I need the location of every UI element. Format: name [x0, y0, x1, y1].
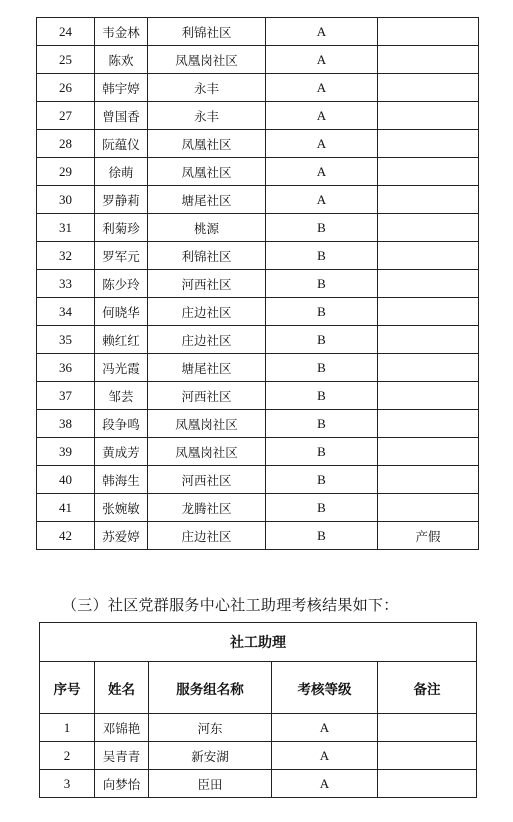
social-work-assistant-table — [39, 622, 477, 798]
table-row — [37, 214, 479, 242]
cell-name: 韦金林 — [95, 18, 148, 46]
cell-grade: B — [266, 382, 378, 410]
cell-no: 2 — [40, 742, 95, 770]
cell-grade: B — [266, 466, 378, 494]
cell-note — [378, 242, 479, 270]
cell-community: 龙腾社区 — [148, 494, 266, 522]
table-row — [37, 46, 479, 74]
cell-grade: A — [266, 102, 378, 130]
cell-community: 凤凰岗社区 — [148, 46, 266, 74]
cell-name: 韩宇婷 — [95, 74, 148, 102]
cell-note — [378, 130, 479, 158]
cell-name: 苏爱婷 — [95, 522, 148, 550]
cell-no: 3 — [40, 770, 95, 798]
cell-grade: B — [266, 494, 378, 522]
table-row — [37, 270, 479, 298]
cell-no: 38 — [37, 410, 95, 438]
cell-no: 32 — [37, 242, 95, 270]
table-row — [37, 74, 479, 102]
cell-name: 利菊珍 — [95, 214, 148, 242]
cell-community: 河西社区 — [148, 382, 266, 410]
cell-no: 36 — [37, 354, 95, 382]
cell-grade: A — [266, 158, 378, 186]
cell-grade: A — [266, 130, 378, 158]
cell-grade: A — [272, 714, 378, 742]
cell-community: 凤凰社区 — [148, 158, 266, 186]
cell-grade: B — [266, 214, 378, 242]
cell-name: 段争鸣 — [95, 410, 148, 438]
cell-grade: B — [266, 242, 378, 270]
cell-no: 37 — [37, 382, 95, 410]
cell-grade: B — [266, 410, 378, 438]
cell-no: 40 — [37, 466, 95, 494]
table-row — [37, 186, 479, 214]
cell-community: 庄边社区 — [148, 326, 266, 354]
table-row — [37, 326, 479, 354]
cell-name: 罗静莉 — [95, 186, 148, 214]
header-group: 服务组名称 — [149, 662, 272, 714]
cell-grade: A — [266, 74, 378, 102]
cell-note — [378, 438, 479, 466]
social-work-assistant-table-body — [40, 714, 477, 798]
cell-name: 赖红红 — [95, 326, 148, 354]
cell-note — [378, 326, 479, 354]
header-no: 序号 — [40, 662, 95, 714]
cell-community: 塘尾社区 — [148, 186, 266, 214]
assessment-table-part1 — [36, 17, 479, 550]
table-row — [37, 158, 479, 186]
cell-community: 凤凰岗社区 — [148, 438, 266, 466]
cell-name: 曾国香 — [95, 102, 148, 130]
cell-community: 庄边社区 — [148, 522, 266, 550]
cell-no: 33 — [37, 270, 95, 298]
table-row — [37, 494, 479, 522]
table-row — [37, 18, 479, 46]
cell-note — [378, 158, 479, 186]
cell-no: 42 — [37, 522, 95, 550]
cell-community: 利锦社区 — [148, 18, 266, 46]
cell-note — [378, 18, 479, 46]
section-title: （三）社区党群服务中心社工助理考核结果如下： — [62, 596, 399, 614]
cell-grade: B — [266, 298, 378, 326]
cell-note — [378, 382, 479, 410]
cell-grade: A — [266, 186, 378, 214]
table-row — [40, 714, 477, 742]
table-row — [37, 102, 479, 130]
cell-grade: B — [266, 326, 378, 354]
cell-no: 27 — [37, 102, 95, 130]
cell-no: 34 — [37, 298, 95, 326]
cell-community: 塘尾社区 — [148, 354, 266, 382]
cell-name: 向梦怡 — [95, 770, 149, 798]
cell-note — [378, 770, 477, 798]
table-row — [37, 522, 479, 550]
table-row — [37, 298, 479, 326]
cell-grade: B — [266, 522, 378, 550]
cell-name: 徐萌 — [95, 158, 148, 186]
cell-name: 阮蕴仪 — [95, 130, 148, 158]
cell-name: 黄成芳 — [95, 438, 148, 466]
table-title-row — [40, 623, 477, 662]
cell-grade: A — [266, 18, 378, 46]
cell-no: 35 — [37, 326, 95, 354]
table-row — [37, 410, 479, 438]
cell-no: 24 — [37, 18, 95, 46]
cell-note — [378, 742, 477, 770]
cell-name: 韩海生 — [95, 466, 148, 494]
cell-name: 邹芸 — [95, 382, 148, 410]
cell-no: 30 — [37, 186, 95, 214]
cell-note — [378, 74, 479, 102]
cell-community: 河西社区 — [148, 466, 266, 494]
cell-community: 永丰 — [148, 74, 266, 102]
cell-note — [378, 354, 479, 382]
cell-grade: B — [266, 354, 378, 382]
cell-note — [378, 46, 479, 74]
cell-community: 庄边社区 — [148, 298, 266, 326]
cell-grade: A — [272, 742, 378, 770]
cell-note — [378, 186, 479, 214]
cell-name: 陈少玲 — [95, 270, 148, 298]
table-row — [40, 742, 477, 770]
cell-no: 1 — [40, 714, 95, 742]
cell-no: 28 — [37, 130, 95, 158]
table-header-row — [40, 662, 477, 714]
cell-community: 利锦社区 — [148, 242, 266, 270]
cell-community: 凤凰岗社区 — [148, 410, 266, 438]
cell-name: 邓锦艳 — [95, 714, 149, 742]
cell-community: 凤凰社区 — [148, 130, 266, 158]
cell-group: 臣田 — [149, 770, 272, 798]
table-row — [37, 242, 479, 270]
cell-grade: B — [266, 438, 378, 466]
cell-community: 桃源 — [148, 214, 266, 242]
table-row — [37, 382, 479, 410]
cell-no: 26 — [37, 74, 95, 102]
table-title: 社工助理 — [40, 623, 477, 662]
cell-note — [378, 466, 479, 494]
table-row — [37, 438, 479, 466]
cell-note: 产假 — [378, 522, 479, 550]
header-grade: 考核等级 — [272, 662, 378, 714]
table-row — [37, 354, 479, 382]
cell-community: 河西社区 — [148, 270, 266, 298]
cell-grade: B — [266, 270, 378, 298]
cell-group: 新安湖 — [149, 742, 272, 770]
cell-note — [378, 714, 477, 742]
cell-note — [378, 270, 479, 298]
cell-name: 张婉敏 — [95, 494, 148, 522]
table-row — [37, 130, 479, 158]
cell-group: 河东 — [149, 714, 272, 742]
cell-note — [378, 494, 479, 522]
table-row — [40, 770, 477, 798]
cell-note — [378, 102, 479, 130]
cell-note — [378, 410, 479, 438]
cell-no: 39 — [37, 438, 95, 466]
cell-name: 罗军元 — [95, 242, 148, 270]
cell-name: 何晓华 — [95, 298, 148, 326]
table-row — [37, 466, 479, 494]
assessment-table-body — [37, 18, 479, 550]
cell-no: 31 — [37, 214, 95, 242]
cell-grade: A — [272, 770, 378, 798]
cell-no: 29 — [37, 158, 95, 186]
cell-name: 冯光霞 — [95, 354, 148, 382]
cell-no: 25 — [37, 46, 95, 74]
header-name: 姓名 — [95, 662, 149, 714]
header-note: 备注 — [378, 662, 477, 714]
cell-name: 陈欢 — [95, 46, 148, 74]
cell-community: 永丰 — [148, 102, 266, 130]
cell-no: 41 — [37, 494, 95, 522]
cell-name: 吴青青 — [95, 742, 149, 770]
cell-note — [378, 298, 479, 326]
cell-grade: A — [266, 46, 378, 74]
cell-note — [378, 214, 479, 242]
